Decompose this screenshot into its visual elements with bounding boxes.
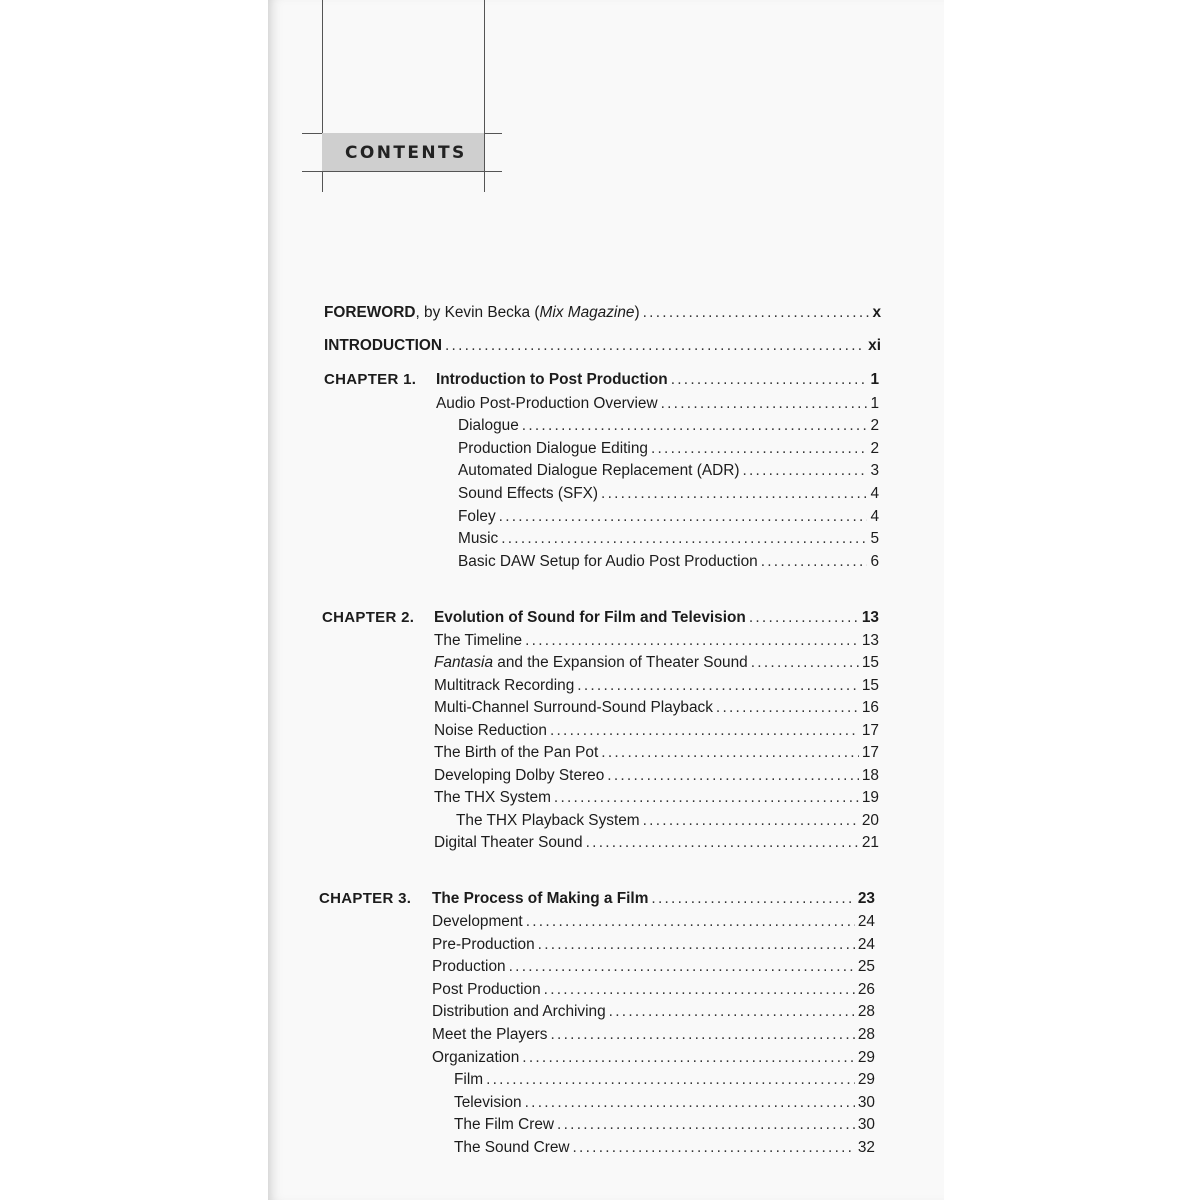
dot-leader [509, 957, 855, 977]
page-number: 29 [857, 1048, 875, 1066]
section-entry [434, 766, 879, 786]
page-number: 21 [861, 834, 879, 851]
subsection-entry [458, 439, 879, 459]
front-matter-entry [324, 336, 881, 356]
entry-title: Production Dialogue Editing [458, 439, 648, 457]
section-entry [434, 788, 879, 808]
entry-title: Developing Dolby Stereo [434, 766, 605, 784]
entry-title: The Process of Making a Film [432, 890, 649, 907]
chapter-label: CHAPTER 3. [319, 890, 412, 907]
page-number: 24 [857, 935, 875, 953]
dot-leader [573, 1138, 855, 1158]
entry-title: The Birth of the Pan Pot [434, 744, 599, 761]
dot-leader [538, 935, 855, 955]
section-entry [434, 743, 879, 763]
entry-title: Foley [458, 507, 496, 525]
dot-leader [486, 1070, 855, 1090]
page-number: 30 [857, 1093, 875, 1111]
page-number: 4 [870, 507, 879, 525]
chapter-label: CHAPTER 2. [322, 609, 415, 626]
entry-title: INTRODUCTION [324, 337, 442, 354]
page-number: 6 [870, 552, 879, 570]
subsection-entry [458, 507, 879, 527]
dot-leader [557, 1115, 855, 1135]
page-number: 30 [857, 1116, 875, 1134]
dot-leader [577, 676, 859, 696]
contents-heading: CONTENTS [345, 143, 467, 163]
section-entry [434, 721, 879, 741]
dot-leader [742, 461, 867, 481]
page-number: 2 [870, 417, 879, 435]
page-number: 17 [861, 721, 879, 739]
dot-leader [651, 889, 854, 909]
subsection-entry [454, 1070, 875, 1090]
dot-leader [749, 608, 859, 628]
entry-title: Development [432, 913, 523, 930]
dot-leader [445, 336, 865, 356]
dot-leader [526, 912, 855, 932]
page-number: 3 [870, 462, 879, 480]
dot-leader [554, 788, 859, 808]
page-number: 23 [857, 890, 875, 907]
entry-title: The Film Crew [454, 1116, 555, 1134]
subsection-entry [458, 484, 879, 504]
page-number: 28 [857, 1026, 875, 1043]
entry-title: FOREWORD, by Kevin Becka (Mix Magazine) [324, 304, 640, 321]
section-entry [432, 1048, 875, 1068]
chapter-title-entry [436, 370, 879, 390]
dot-leader [643, 303, 870, 323]
subsection-entry [458, 552, 879, 572]
front-matter-entry [324, 303, 881, 323]
entry-title: Multitrack Recording [434, 676, 575, 694]
entry-title: Production [432, 958, 506, 976]
entry-title: Evolution of Sound for Film and Television [434, 609, 746, 626]
subsection-entry [454, 1093, 875, 1113]
page-number: 25 [857, 958, 875, 976]
dot-leader [522, 416, 868, 436]
chapter-label: CHAPTER 1. [324, 371, 417, 388]
dot-leader [601, 743, 859, 763]
dot-leader [522, 1048, 855, 1068]
section-entry [434, 833, 879, 853]
dot-leader [716, 698, 859, 718]
dot-leader [544, 980, 855, 1000]
page-number: 13 [861, 609, 879, 626]
section-entry [434, 676, 879, 696]
page-number: 17 [861, 744, 879, 761]
page-number: 26 [857, 980, 875, 998]
subsection-entry [454, 1115, 875, 1135]
section-entry [434, 631, 879, 651]
page-number: 20 [861, 811, 879, 829]
entry-title: Noise Reduction [434, 721, 547, 739]
entry-title: Introduction to Post Production [436, 371, 668, 388]
entry-title: Multi-Channel Surround-Sound Playback [434, 699, 713, 716]
dot-leader [671, 370, 868, 390]
chapter-title-entry [434, 608, 879, 628]
entry-title: Digital Theater Sound [434, 834, 583, 851]
dot-leader [643, 811, 859, 831]
page-number: 13 [861, 631, 879, 649]
entry-title: Distribution and Archiving [432, 1003, 606, 1021]
entry-title: Organization [432, 1048, 520, 1066]
dot-leader [499, 507, 868, 527]
section-entry [432, 1025, 875, 1045]
entry-title: The THX System [434, 789, 551, 806]
page-number: x [872, 304, 881, 321]
page-number: 18 [861, 766, 879, 784]
page-number: 24 [857, 913, 875, 930]
entry-title: Sound Effects (SFX) [458, 484, 599, 502]
subsection-entry [456, 811, 879, 831]
dot-leader [550, 721, 859, 741]
subsection-entry [458, 529, 879, 549]
subsection-entry [454, 1138, 875, 1158]
entry-title: The Timeline [434, 631, 523, 649]
entry-title: Basic DAW Setup for Audio Post Production [458, 552, 758, 570]
entry-title: Pre-Production [432, 935, 535, 953]
page-number: 15 [861, 676, 879, 694]
page-number: 29 [857, 1071, 875, 1089]
dot-leader [501, 529, 867, 549]
section-entry [432, 912, 875, 932]
entry-title: The THX Playback System [456, 811, 640, 829]
page-number: 5 [870, 530, 879, 548]
entry-title: Meet the Players [432, 1026, 548, 1043]
page-number: 1 [870, 394, 879, 412]
page-number: 4 [870, 484, 879, 502]
dot-leader [586, 833, 859, 853]
entry-title: Music [458, 530, 499, 548]
entry-title: Fantasia and the Expansion of Theater Sound [434, 654, 748, 671]
section-entry [436, 394, 879, 414]
dot-leader [651, 439, 867, 459]
page-number: 28 [857, 1003, 875, 1021]
page-number: 15 [861, 654, 879, 671]
page-number: 32 [857, 1139, 875, 1156]
chapter-title-entry [432, 889, 875, 909]
page-number: xi [868, 337, 881, 354]
dot-leader [601, 484, 867, 504]
section-entry [432, 957, 875, 977]
dot-leader [525, 1093, 855, 1113]
page-number: 2 [870, 439, 879, 457]
page-number: 16 [861, 699, 879, 716]
entry-title: Television [454, 1093, 522, 1111]
dot-leader [550, 1025, 854, 1045]
entry-title: Dialogue [458, 417, 519, 435]
subsection-entry [458, 461, 879, 481]
dot-leader [661, 394, 868, 414]
section-entry [432, 980, 875, 1000]
entry-title: The Sound Crew [454, 1139, 570, 1156]
section-entry [434, 653, 879, 673]
section-entry [432, 935, 875, 955]
entry-title: Post Production [432, 980, 541, 998]
entry-title: Film [454, 1071, 484, 1089]
section-entry [432, 1002, 875, 1022]
entry-title: Audio Post-Production Overview [436, 394, 658, 412]
dot-leader [607, 766, 859, 786]
dot-leader [525, 631, 859, 651]
section-entry [434, 698, 879, 718]
subsection-entry [458, 416, 879, 436]
page-number: 1 [870, 371, 879, 388]
entry-title: Automated Dialogue Replacement (ADR) [458, 462, 740, 480]
page-number: 19 [861, 789, 879, 806]
dot-leader [609, 1002, 855, 1022]
dot-leader [761, 552, 868, 572]
dot-leader [751, 653, 859, 673]
